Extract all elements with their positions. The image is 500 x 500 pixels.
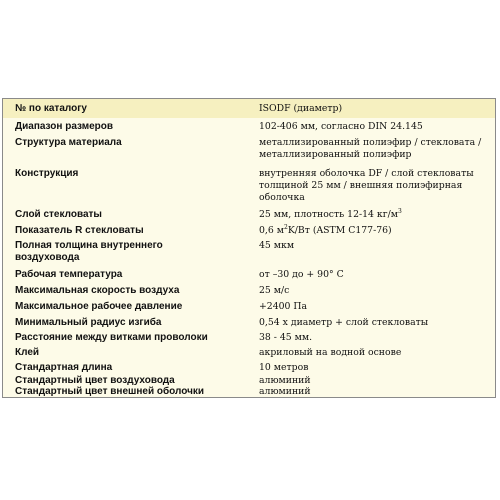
- table-row: [3, 206, 495, 222]
- row-label: Стандартная длина: [15, 362, 113, 373]
- row-value: 10 метров: [259, 362, 309, 373]
- table-row: [3, 386, 495, 398]
- row-value: 25 м/с: [259, 285, 290, 296]
- table-row: [3, 360, 495, 373]
- row-value: 0,54 х диаметр + слой стекловаты: [259, 317, 429, 328]
- row-value: +2400 Па: [259, 301, 308, 312]
- row-value: ISODF (диаметр): [259, 103, 343, 114]
- row-label: Слой стекловаты: [15, 209, 102, 220]
- table-row: [3, 222, 495, 238]
- row-label: Стандартный цвет воздуховода: [15, 375, 175, 386]
- table-row: [3, 299, 495, 315]
- table-row: [3, 330, 495, 345]
- row-label: Клей: [15, 347, 40, 358]
- table-row: [3, 165, 495, 206]
- row-label: Структура материала: [15, 137, 122, 148]
- row-value: 0,6 $м^2K/Вт$ (ASTM C177-76): [259, 223, 392, 236]
- row-value: от –30 до + 90° С: [259, 269, 344, 280]
- row-value: алюминий: [259, 386, 311, 397]
- row-value: внутренняя оболочка DF / слой стекловаты толщиной 25 мм / внешняя полиэфирная оболочка: [259, 168, 474, 203]
- table-row: [3, 345, 495, 360]
- row-label: № по каталогу: [15, 103, 87, 114]
- table-row: [3, 99, 495, 118]
- row-label: Конструкция: [15, 168, 79, 179]
- spec-table: [2, 98, 496, 398]
- row-label: Стандартный цвет внешней оболочки: [15, 386, 205, 397]
- table-row: [3, 373, 495, 386]
- row-value: 38 - 45 мм.: [259, 332, 313, 343]
- row-value: 25 мм, плотность 12-14 $кг/м^3$: [259, 207, 402, 220]
- row-label: Расстояние между витками проволоки: [15, 332, 208, 343]
- table-row: [3, 283, 495, 299]
- row-value: 45 мкм: [259, 240, 295, 251]
- row-label: Минимальный радиус изгиба: [15, 317, 162, 328]
- row-value: акриловый на водной основе: [259, 347, 402, 358]
- row-label: Диапазон размеров: [15, 121, 114, 132]
- row-label: Рабочая температура: [15, 269, 123, 280]
- table-row: [3, 134, 495, 165]
- row-label: Максимальная скорость воздуха: [15, 285, 180, 296]
- row-label: Максимальное рабочее давление: [15, 301, 183, 312]
- row-label: Полная толщина внутреннего воздуховода: [15, 240, 163, 263]
- row-value: металлизированный полиэфир / стекловата / металлизированный полиэфир: [259, 137, 482, 160]
- row-label: Показатель R стекловаты: [15, 225, 144, 236]
- table-row: [3, 267, 495, 283]
- table-row: [3, 118, 495, 134]
- row-value: алюминий: [259, 375, 311, 386]
- table-row: [3, 315, 495, 330]
- row-value: 102-406 мм, согласно DIN 24.145: [259, 121, 423, 132]
- table-row: [3, 238, 495, 267]
